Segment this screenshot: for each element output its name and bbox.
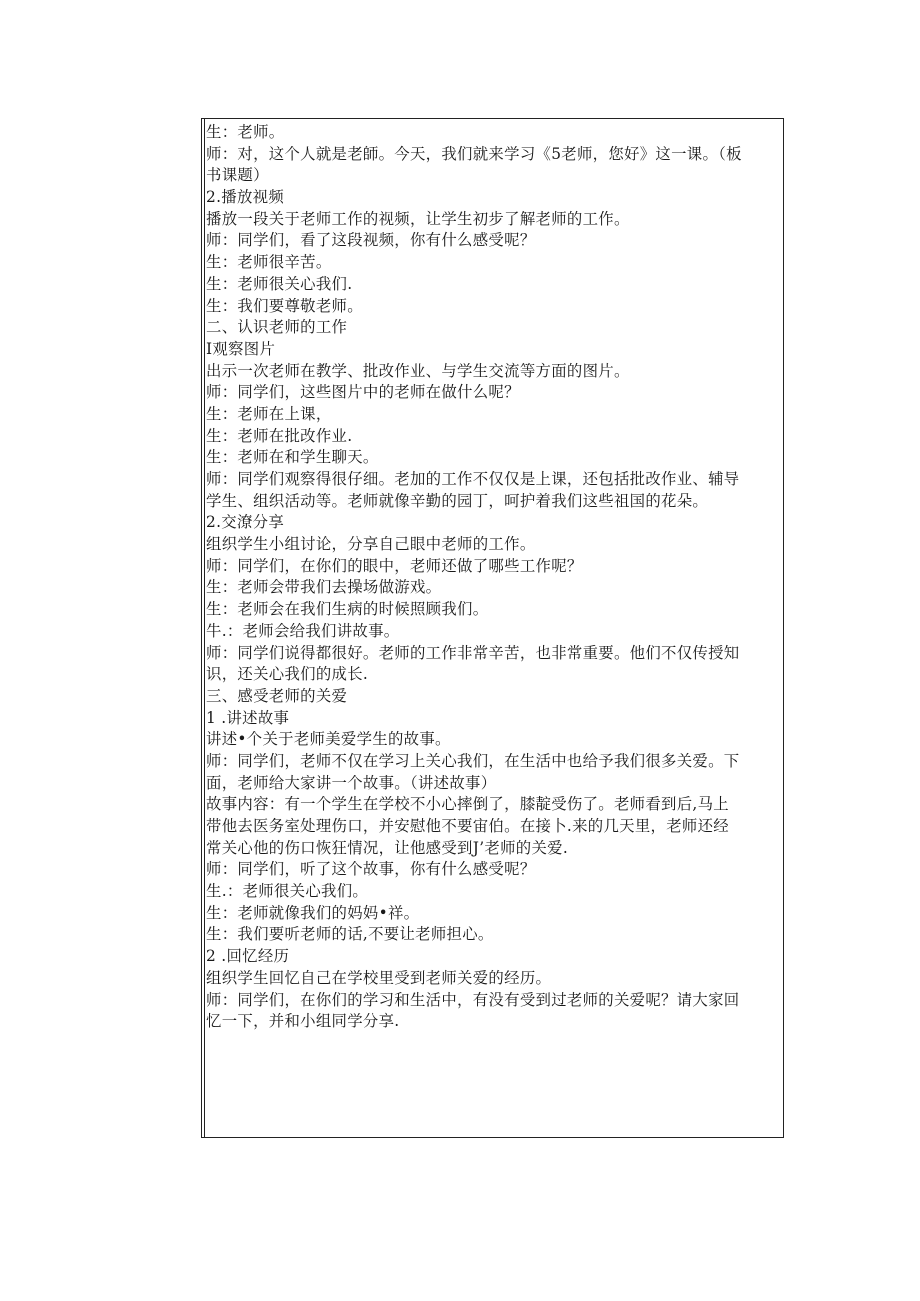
text-line: 生：老师。 bbox=[206, 123, 285, 141]
text-line: 生：老师在上课， bbox=[206, 404, 332, 423]
text-line: 生：老师很辛苦。 bbox=[206, 253, 332, 272]
section-heading: 2.交潦分享 bbox=[206, 513, 285, 532]
text-line: 牛.：老师会给我们讲故事。 bbox=[206, 621, 400, 640]
section-heading: 三、感受老师的关爱 bbox=[206, 686, 348, 705]
text-line: 生.：老师很关心我们。 bbox=[206, 882, 369, 901]
section-heading: 1 .讲述故事 bbox=[206, 708, 290, 727]
text-line: 师：同学们，看了这段视频，你有什么感受呢？ bbox=[206, 231, 536, 250]
text-line: 讲述•个关于老师美爱学生的故事。 bbox=[206, 730, 451, 749]
text-line: 师：同学们，这些图片中的老师在做什么呢？ bbox=[206, 383, 520, 402]
text-line: 师：同学们说得都很好。老师的工作非常辛苦，也非常重要。他们不仅传授知 bbox=[206, 643, 740, 662]
text-line: 生：老师会带我们去操场做游戏。 bbox=[206, 578, 442, 597]
text-line: 师：同学们，老师不仅在学习上关心我们，在生活中也给予我们很多关爱。下 bbox=[206, 751, 740, 770]
section-heading: I观察图片 bbox=[206, 339, 276, 358]
section-heading: 2 .回忆经历 bbox=[206, 947, 290, 966]
text-line: 师：同学们观察得很仔细。老加的工作不仅仅是上课，还包括批改作业、辅导 bbox=[206, 470, 740, 488]
text-line: 师：同学们，听了这个故事，你有什么感受呢？ bbox=[206, 860, 536, 879]
text-line: 带他去医务室处理伤口，并安慰他不要宙伯。在接卜.来的几天里，老师还经 bbox=[206, 817, 729, 835]
text-line: 生：我们要尊敬老师。 bbox=[206, 296, 363, 315]
table-left-column bbox=[202, 119, 205, 1137]
lesson-table bbox=[201, 118, 784, 1138]
text-line: 生：老师在和学生聊天。 bbox=[206, 448, 379, 467]
text-line: 出示一次老师在教学、批改作业、与学生交流等方面的图片。 bbox=[206, 361, 630, 380]
text-line: 组织学生小组讨论，分享自己眼中老师的工作。 bbox=[206, 535, 536, 554]
text-line: 故事内容：有一个学生在学校不小心摔倒了，膝靛受伤了。老师看到后,马上 bbox=[206, 795, 729, 814]
text-line: 忆一下，并和小组同学分享. bbox=[206, 1012, 400, 1031]
section-heading: 二、认识老师的工作 bbox=[206, 318, 348, 337]
section-heading: 2.播放视频 bbox=[206, 188, 285, 207]
lesson-content bbox=[206, 122, 778, 1033]
text-line: 播放一段关于老师工作的视频，让学生初步了解老师的工作。 bbox=[206, 209, 630, 228]
text-line: 师：同学们，在你们的学习和生活中，有没有受到过老师的关爱呢？请大家回 bbox=[206, 990, 740, 1009]
text-line: 组织学生回忆自己在学校里受到老师关爱的经历。 bbox=[206, 968, 552, 987]
text-line: 面，老师给大家讲一个故事。（讲述故事） bbox=[206, 773, 497, 792]
text-line: 生：老师会在我们生病的时候照顾我们。 bbox=[206, 600, 489, 619]
text-line: 师：对，这个人就是老師。今天，我们就来学习《5老师，您好》这一课。（板 bbox=[206, 144, 742, 163]
text-line: 常关心他的伤口恢狂情况，让他感受到J’老师的关爱. bbox=[206, 838, 569, 857]
text-line: 书课题） bbox=[206, 166, 269, 185]
text-line: 识，还关心我们的成长. bbox=[206, 665, 369, 684]
text-line: 生：我们要听老师的话,不要让老师担心。 bbox=[206, 925, 494, 944]
text-line: 生：老师很关心我们. bbox=[206, 274, 353, 293]
text-line: 生：老师就像我们的妈妈•祥。 bbox=[206, 903, 420, 922]
text-line: 师：同学们，在你们的眼中，老师还做了哪些工作呢？ bbox=[206, 556, 583, 575]
text-line: 生：老师在批改作业. bbox=[206, 426, 353, 445]
text-line: 学生、组织活动等。老师就像辛勤的园丁，呵护着我们这些祖国的花朵。 bbox=[206, 491, 709, 510]
